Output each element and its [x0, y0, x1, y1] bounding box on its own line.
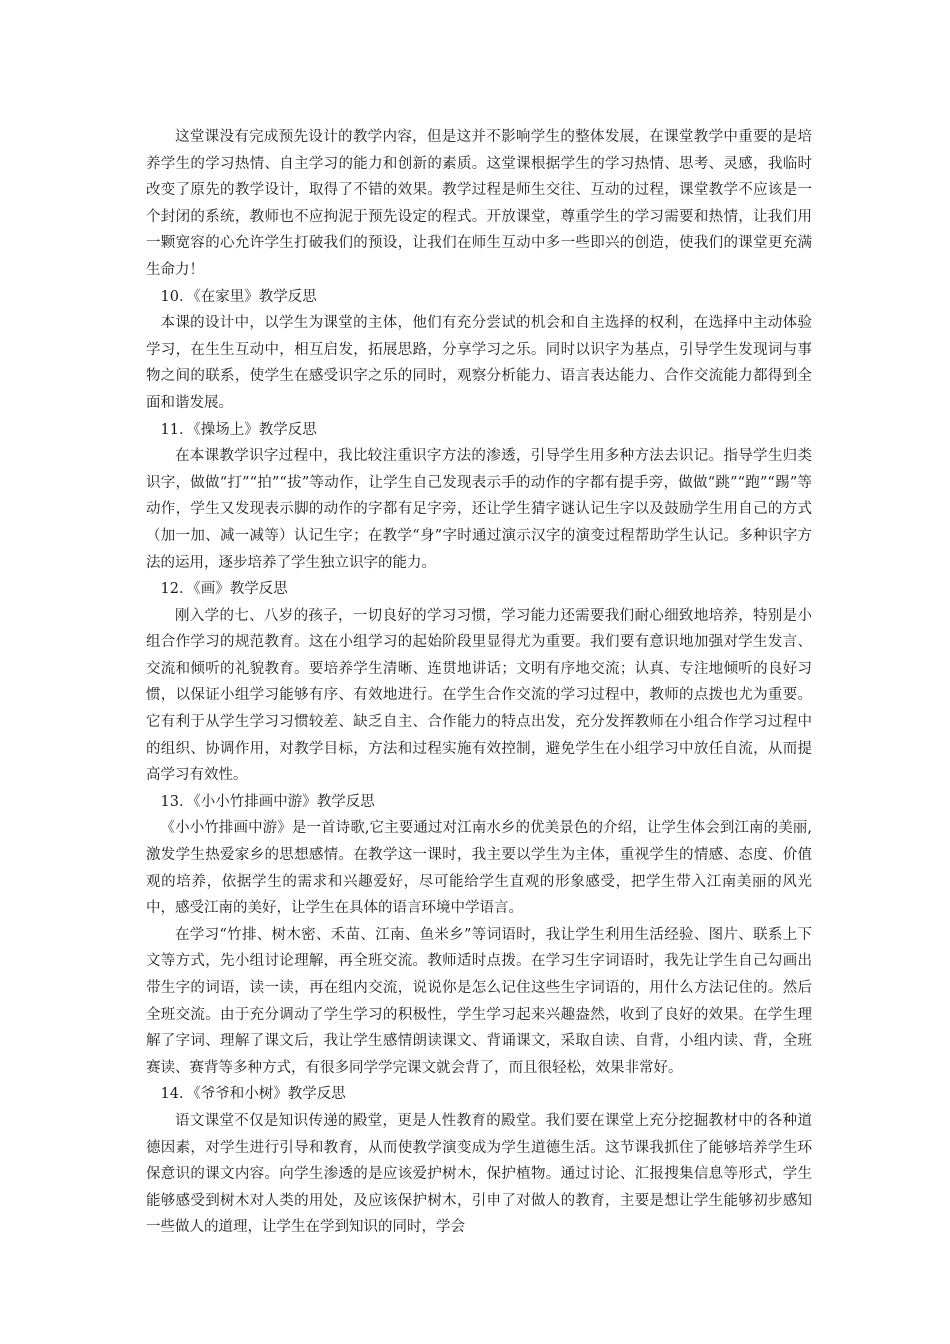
section-heading-10: 10．《在家里》教学反思	[160, 288, 317, 305]
section-heading-11: 11．《操场上》教学反思	[160, 421, 317, 438]
section-heading-12: 12．《画》教学反思	[160, 581, 288, 598]
section-heading-13: 13．《小小竹排画中游》教学反思	[160, 793, 375, 810]
section-13-paragraph-2: 在学习“竹排、树木密、禾苗、江南、鱼米乡”等词语时，我让学生利用生活经验、图片、联系上下文等方式，先小组讨论理解，再全班交流。教师适时点拨。在学习生字词语时，我先让学生自己勾画出带生字的词语，读一读，再在组内交流，说说你是怎么记住这些生字词语的，用什么方法记住的。然后全班交流。由于充分调动了学生学习的积极性，学生学习起来兴趣盎然，收到了良好的效果。在学生理解了字词、理解了课文后，我让学生感情朗读课文、背诵课文，采取自读、自背，小组内读、背，全班赛读、赛背等多种方式，有很多同学学完课文就会背了，而且很轻松，效果非常好。	[146, 926, 812, 1076]
section-heading-14: 14．《爷爷和小树》教学反思	[160, 1086, 346, 1103]
section-10-paragraph: 本课的设计中，以学生为课堂的主体，他们有充分尝试的机会和自主选择的权利，在选择中主动体验学习，在生生互动中，相互启发，拓展思路，分享学习之乐。同时以识字为基点，引导学生发现词与事物之间的联系，使学生在感受识字之乐的同时，观察分析能力、语言表达能力、合作交流能力都得到全面和谐发展。	[146, 315, 812, 411]
section-12-paragraph: 刚入学的七、八岁的孩子，一切良好的学习习惯，学习能力还需要我们耐心细致地培养，特别是小组合作学习的规范教育。这在小组学习的起始阶段里显得尤为重要。我们要有意识地加强对学生发言、交流和倾听的礼貌教育。要培养学生清晰、连贯地讲话；文明有序地交流；认真、专注地倾听的良好习惯，以保证小组学习能够有序、有效地进行。在学生合作交流的学习过程中，教师的点拨也尤为重要。它有利于从学生学习习惯较差、缺乏自主、合作能力的特点出发，充分发挥教师在小组合作学习过程中的组织、协调作用，对教学目标，方法和过程实施有效控制，避免学生在小组学习中放任自流，从而提高学习有效性。	[146, 607, 812, 784]
section-11-paragraph: 在本课教学识字过程中，我比较注重识字方法的渗透，引导学生用多种方法去识记。指导学生归类识字，做做“打”“拍”“拔”等动作，让学生自己发现表示手的动作的字都有提手旁，做做“跳”“跑”“踢”等动作，学生又发现表示脚的动作的字都有足字旁，还让学生猜字谜认记生字以及鼓励学生用自己的方式（加一加、减一减等）认记生字；在教学“身”字时通过演示汉字的演变过程帮助学生认记。多种识字方法的运用，逐步培养了学生独立识字的能力。	[146, 448, 812, 571]
intro-paragraph: 这堂课没有完成预先设计的教学内容，但是这并不影响学生的整体发展，在课堂教学中重要的是培养学生的学习热情、自主学习的能力和创新的素质。这堂课根据学生的学习热情、思考、灵感，我临时改变了原先的教学设计，取得了不错的效果。教学过程是师生交往、互动的过程，课堂教学不应该是一个封闭的系统，教师也不应拘泥于预先设定的程式。开放课堂，尊重学生的学习需要和热情，让我们用一颗宽容的心允许学生打破我们的预设，让我们在师生互动中多一些即兴的创造，使我们的课堂更充满生命力！	[146, 129, 812, 278]
section-14-paragraph: 语文课堂不仅是知识传递的殿堂，更是人性教育的殿堂。我们要在课堂上充分挖掘教材中的各种道德因素，对学生进行引导和教育，从而使教学演变成为学生道德生活。这节课我抓住了能够培养学生环保意识的课文内容。向学生渗透的是应该爱护树木，保护植物。通过讨论、汇报搜集信息等形式，学生能够感受到树木对人类的用处，及应该保护树木，引申了对做人的教育，主要是想让学生能够初步感知一些做人的道理，让学生在学到知识的同时，学会	[146, 1112, 812, 1236]
section-13-paragraph-1: 《小小竹排画中游》是一首诗歌,它主要通过对江南水乡的优美景色的介绍，让学生体会到江南的美丽,激发学生热爱家乡的思想感情。在教学这一课时，我主要以学生为主体，重视学生的情感、态度、价值观的培养，依据学生的需求和兴趣爱好，尽可能给学生直观的形象感受，把学生带入江南美丽的风光中，感受江南的美好，让学生在具体的语言环境中学语言。	[146, 820, 812, 917]
document-page	[146, 124, 812, 1241]
